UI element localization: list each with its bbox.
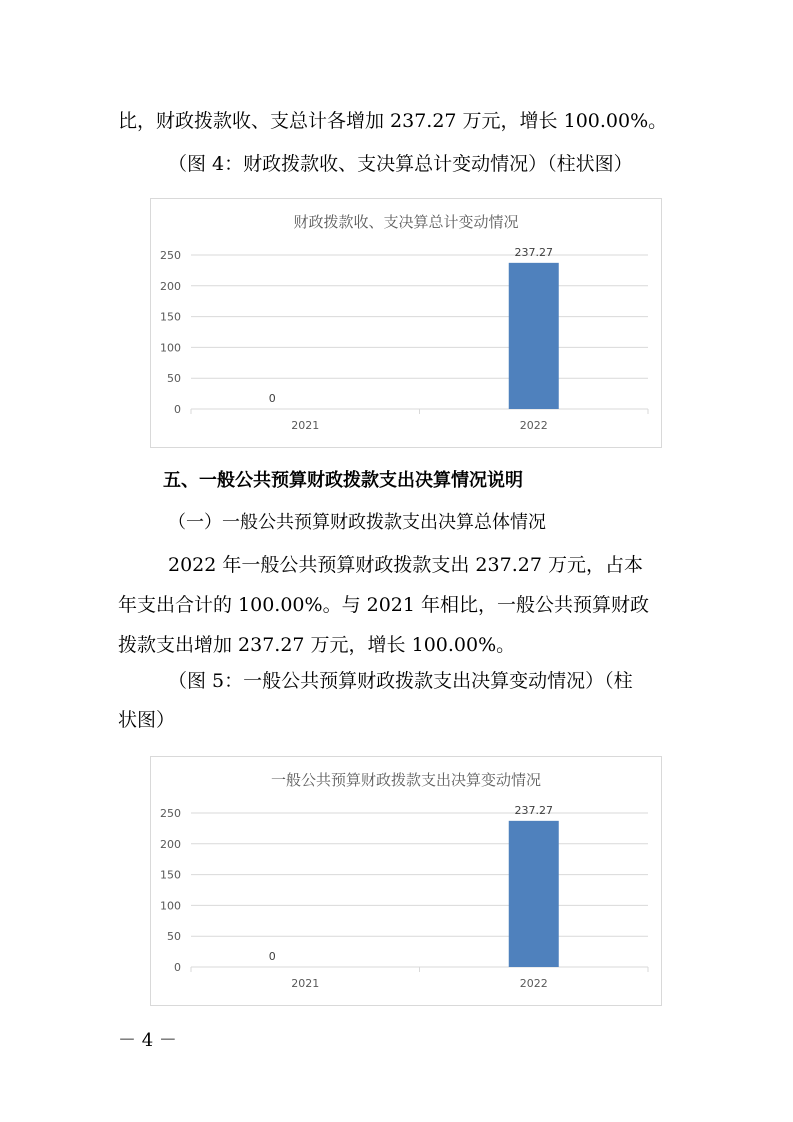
x-tick-label: 2022: [519, 419, 548, 432]
y-tick-label: 150: [160, 868, 181, 882]
bar-2022: [509, 263, 559, 409]
chart-figure-4: [150, 198, 662, 448]
chart-svg: [151, 199, 661, 447]
paragraph-line: 拨款支出增加 237.27 万元，增长 100.00%。: [118, 634, 516, 656]
y-tick-label: 0: [174, 961, 181, 974]
chart-svg: [151, 757, 661, 1005]
y-tick-label: 50: [167, 930, 181, 944]
y-tick-label: 250: [160, 249, 181, 262]
data-label: 237.27: [514, 803, 553, 817]
chart-title: 财政拨款收、支决算总计变动情况: [293, 213, 519, 231]
y-tick-label: 250: [160, 807, 181, 820]
y-tick-label: 200: [160, 837, 181, 851]
page-number: － 4 －: [118, 1030, 177, 1051]
figure-caption: （图 5：一般公共预算财政拨款支出决算变动情况）（柱: [168, 670, 633, 692]
chart-title: 一般公共预算财政拨款支出决算变动情况: [270, 771, 541, 789]
subsection-heading: （一）一般公共预算财政拨款支出决算总体情况: [168, 512, 546, 533]
chart-figure-5: [150, 756, 662, 1006]
paragraph-line: 2022 年一般公共预算财政拨款支出 237.27 万元，占本: [168, 554, 643, 576]
section-heading: 五、一般公共预算财政拨款支出决算情况说明: [163, 470, 523, 491]
y-tick-label: 150: [160, 310, 181, 324]
y-tick-label: 50: [167, 372, 181, 386]
x-tick-label: 2021: [291, 419, 320, 432]
figure-caption: （图 4：财政拨款收、支决算总计变动情况）（柱状图）: [168, 153, 633, 175]
bar-2022: [509, 821, 559, 967]
x-tick-label: 2022: [519, 977, 548, 990]
data-label: 0: [268, 950, 276, 963]
y-tick-label: 200: [160, 279, 181, 293]
y-tick-label: 100: [160, 341, 181, 355]
figure-caption: 状图）: [118, 709, 176, 731]
y-tick-label: 100: [160, 899, 181, 913]
x-tick-label: 2021: [291, 977, 320, 990]
paragraph-line: 比，财政拨款收、支总计各增加 237.27 万元，增长 100.00%。: [118, 110, 668, 132]
y-tick-label: 0: [174, 403, 181, 416]
paragraph-line: 年支出合计的 100.00%。与 2021 年相比，一般公共预算财政: [118, 594, 650, 616]
data-label: 0: [268, 392, 276, 405]
data-label: 237.27: [514, 245, 553, 259]
